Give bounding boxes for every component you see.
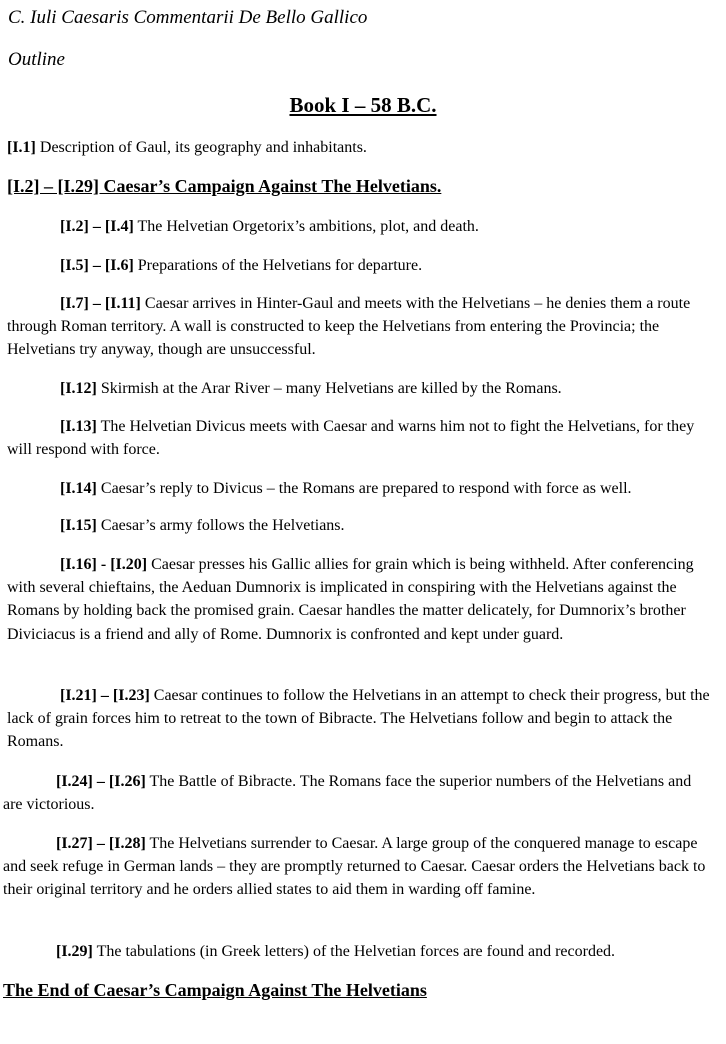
book-title: Book I – 58 B.C. xyxy=(289,93,437,117)
document-subtitle: Outline xyxy=(8,49,65,70)
entry-text: Caesar continues to follow the Helvetians in an attempt to check their progress, but the lack of grain forces him to retreat to the town of Bibracte. The Helvetians follow and begin to attack the Romans. xyxy=(7,687,710,751)
intro-text: Description of Gaul, its geography and inhabitants. xyxy=(35,139,367,156)
outline-entry xyxy=(7,553,717,646)
entry-ref: [I.14] xyxy=(60,480,97,497)
outline-entry xyxy=(3,832,713,902)
outline-entry xyxy=(7,514,717,537)
entry-ref: [I.24] – [I.26] xyxy=(56,773,146,790)
intro-paragraph xyxy=(7,136,717,159)
entry-ref: [I.13] xyxy=(60,418,97,435)
entry-text: The tabulations (in Greek letters) of the Helvetian forces are found and recorded. xyxy=(92,943,616,960)
entry-text: Caesar’s reply to Divicus – the Romans are prepared to respond with force as well. xyxy=(96,480,632,497)
entry-text: Skirmish at the Arar River – many Helvetians are killed by the Romans. xyxy=(96,380,562,397)
outline-entry xyxy=(7,292,717,362)
outline-entry xyxy=(7,684,717,754)
entry-ref: [I.27] – [I.28] xyxy=(56,835,146,852)
outline-entry xyxy=(7,377,717,400)
entry-text: Caesar arrives in Hinter-Gaul and meets with the Helvetians – he denies them a route through Roman territory. A wall is constructed to keep the Helvetians from entering the Provincia; the Helvetians try anyway, though are unsuccessful. xyxy=(7,295,691,359)
entry-ref: [I.15] xyxy=(60,517,97,534)
entry-text: Preparations of the Helvetians for departure. xyxy=(133,257,423,274)
intro-ref: [I.1] xyxy=(7,139,36,156)
entry-text: Caesar presses his Gallic allies for grain which is being withheld. After conferencing with several chieftains, the Aeduan Dumnorix is implicated in conspiring with the Helvetians against the Romans by holding back the promised grain. Caesar handles the matter delicately, for Dumnorix’s brother Diviciacus is a friend and ally of Rome. Dumnorix is confronted and kept under guard. xyxy=(7,556,694,643)
entry-ref: [I.12] xyxy=(60,380,97,397)
entry-text: The Helvetians surrender to Caesar. A large group of the conquered manage to escape and seek refuge in German lands – they are promptly returned to Caesar. Caesar orders the Helvetians back to their original territory and he orders allied states to aid them in warding off famine. xyxy=(3,835,706,899)
outline-entry xyxy=(7,415,717,461)
entry-ref: [I.21] – [I.23] xyxy=(60,687,150,704)
entry-ref: [I.29] xyxy=(56,943,93,960)
outline-entry xyxy=(3,770,713,816)
entry-ref: [I.16] - [I.20] xyxy=(60,556,148,573)
entry-text: The Helvetian Divicus meets with Caesar and warns him not to fight the Helvetians, for they will respond with force. xyxy=(7,418,695,459)
outline-entry xyxy=(7,477,717,500)
section-heading: [I.2] – [I.29] Caesar’s Campaign Against The Helvetians. xyxy=(7,176,442,196)
outline-entry xyxy=(7,215,717,238)
entry-text: Caesar’s army follows the Helvetians. xyxy=(96,517,345,534)
entry-text: The Battle of Bibracte. The Romans face the superior numbers of the Helvetians and are victorious. xyxy=(3,773,692,814)
closing-heading: The End of Caesar’s Campaign Against The Helvetians xyxy=(3,980,427,1000)
entry-ref: [I.2] – [I.4] xyxy=(60,218,134,235)
document-title: C. Iuli Caesaris Commentarii De Bello Gallico xyxy=(8,7,368,28)
outline-entry xyxy=(3,940,713,963)
entry-ref: [I.5] – [I.6] xyxy=(60,257,134,274)
outline-entry xyxy=(7,254,717,277)
entry-ref: [I.7] – [I.11] xyxy=(60,295,141,312)
entry-text: The Helvetian Orgetorix’s ambitions, plot, and death. xyxy=(133,218,479,235)
